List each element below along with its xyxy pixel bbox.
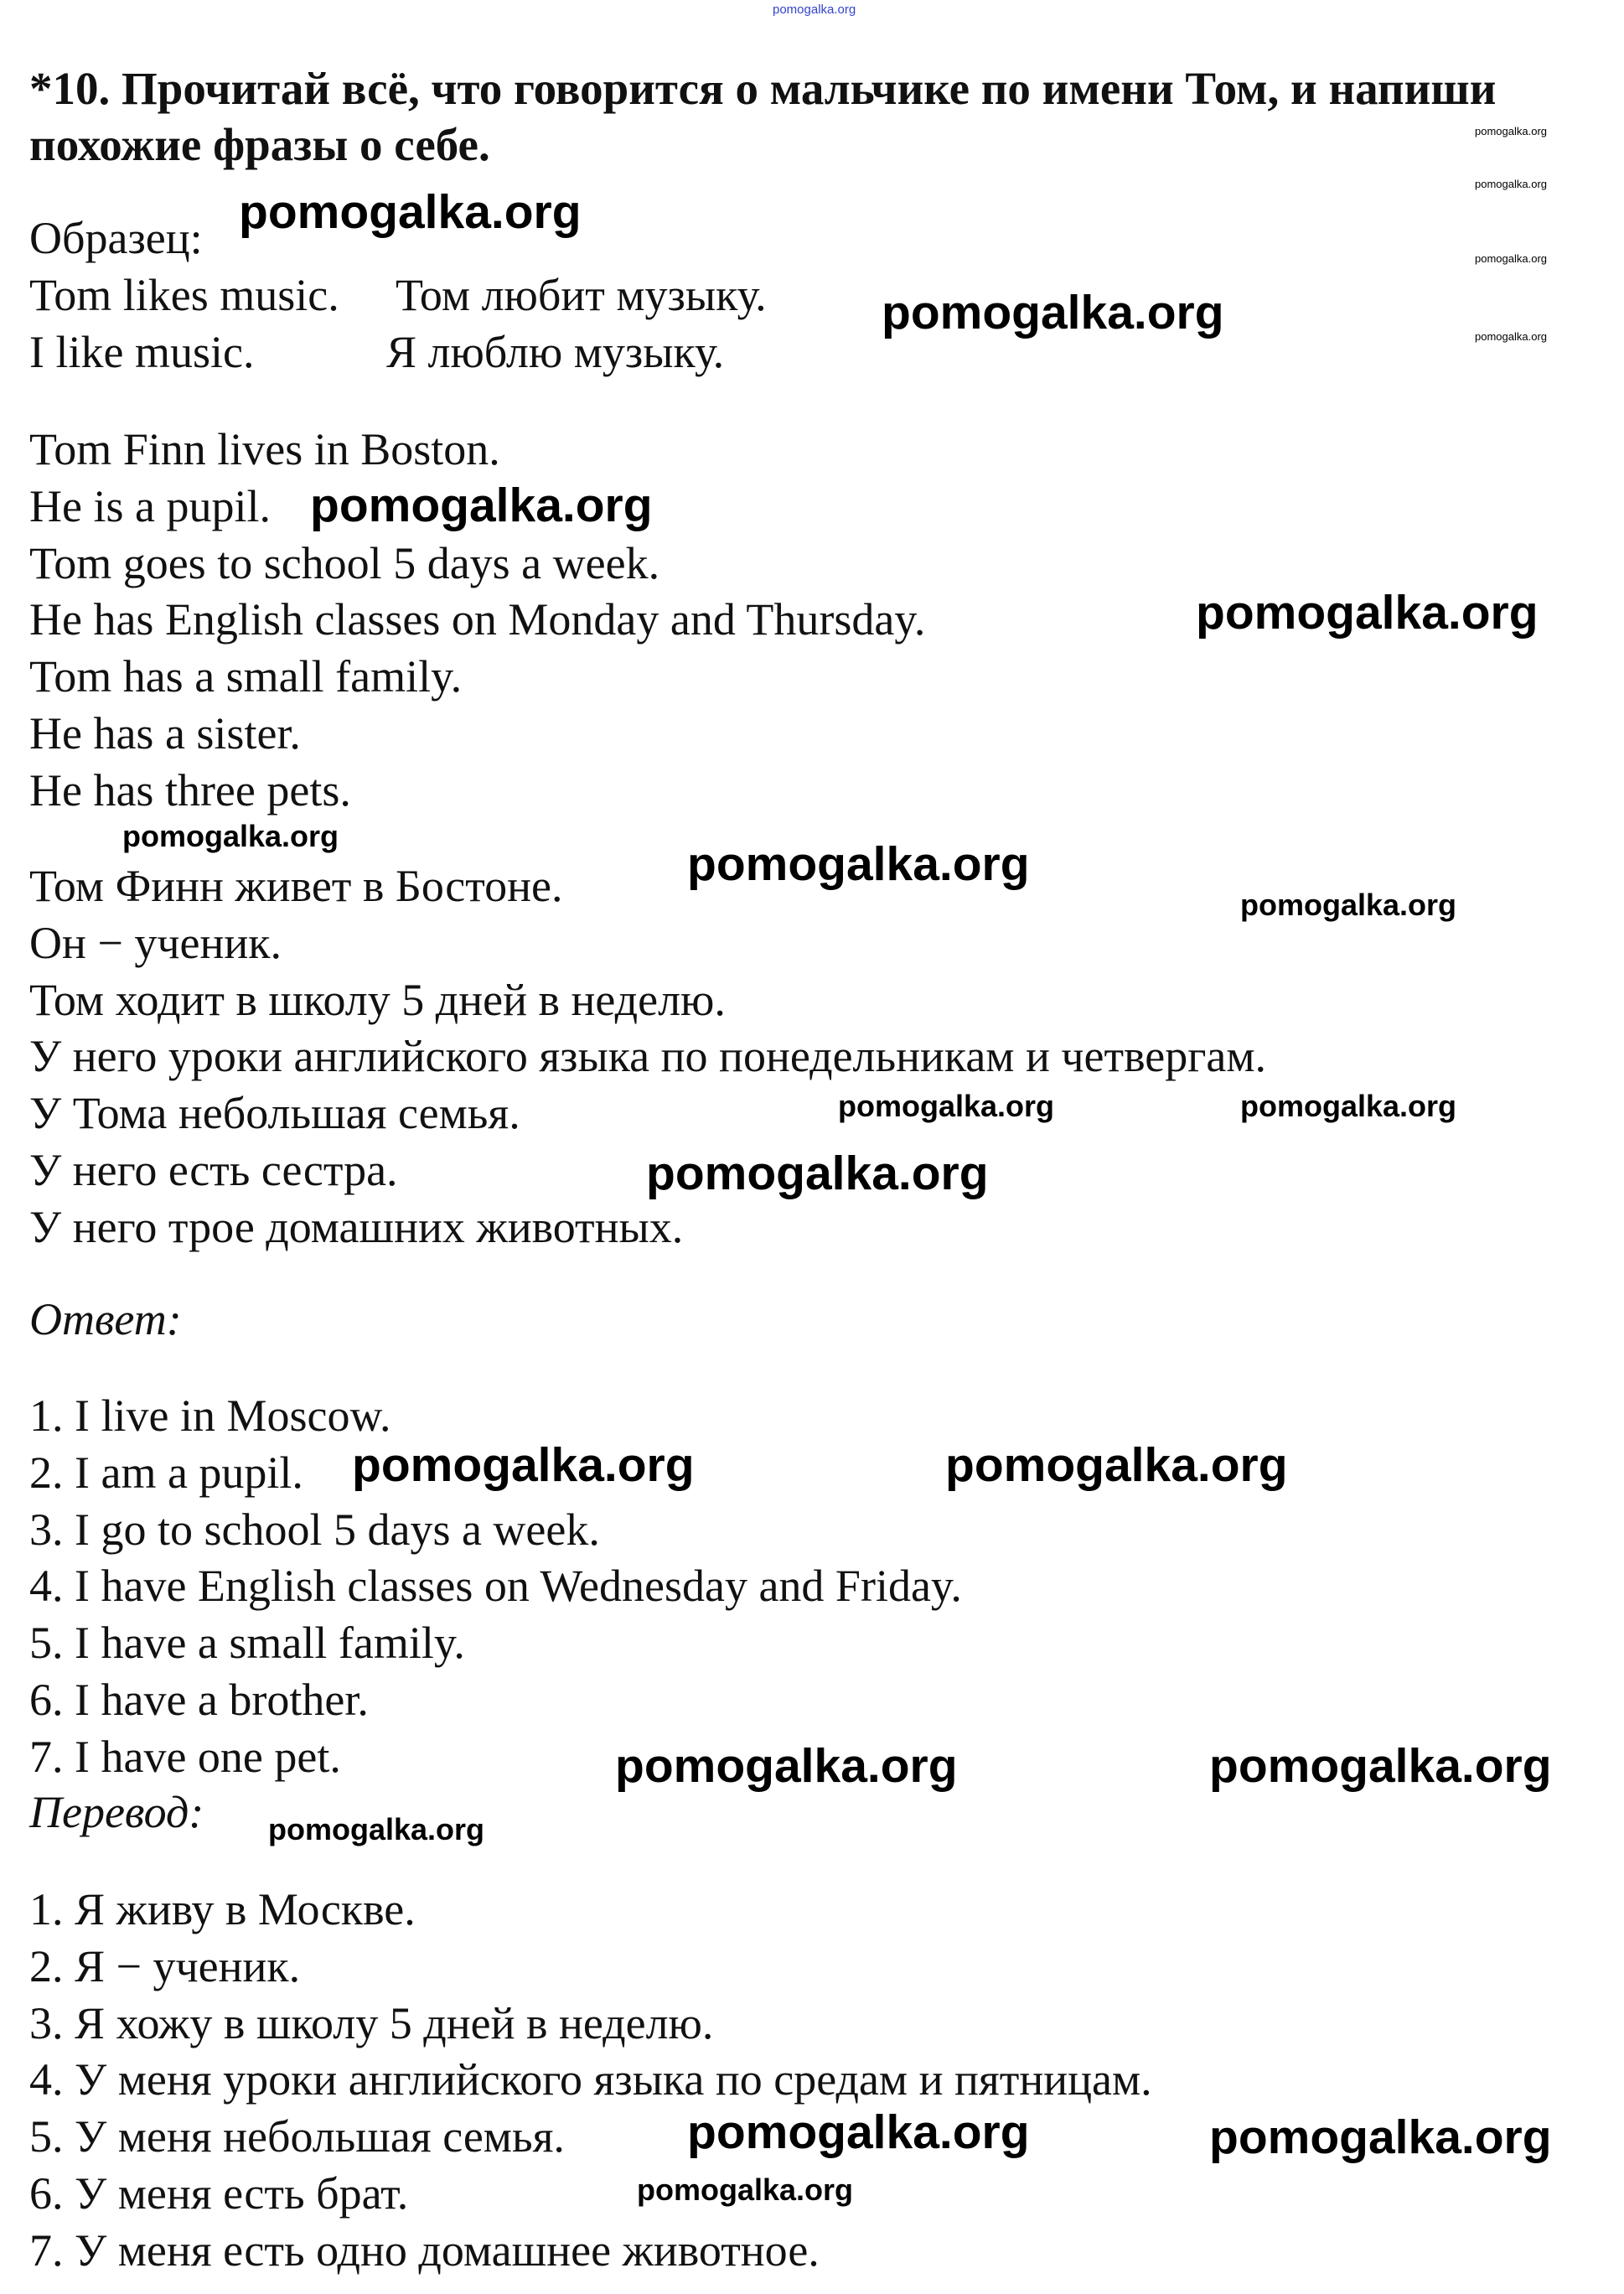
- watermark: pomogalka.org: [1475, 125, 1547, 137]
- exercise-title: *10. Прочитай всё, что говорится о мальчике по имени Том, и напиши похожие фразы о себе.: [29, 63, 1497, 170]
- answer-label: Ответ:: [29, 1294, 182, 1344]
- watermark: pomogalka.org: [352, 1438, 695, 1492]
- watermark: pomogalka.org: [239, 185, 582, 239]
- text-line: He has three pets.: [29, 764, 351, 816]
- text-line: 1. Я живу в Москве.: [29, 1884, 416, 1934]
- watermark: pomogalka.org: [1209, 2110, 1552, 2164]
- watermark: pomogalka.org: [838, 1089, 1055, 1123]
- text-line: У него есть сестра.: [29, 1144, 398, 1195]
- text-line: Он − ученик.: [29, 917, 282, 968]
- text-line: 6. I have a brother.: [29, 1674, 369, 1725]
- watermark: pomogalka.org: [687, 2105, 1030, 2159]
- text-line: 5. I have a small family.: [29, 1618, 465, 1669]
- watermark: pomogalka.org: [945, 1438, 1288, 1492]
- watermark: pomogalka.org: [122, 819, 339, 853]
- watermark: pomogalka.org: [615, 1739, 958, 1793]
- watermark: pomogalka.org: [1240, 888, 1457, 922]
- text-line: У Тома небольшая семья.: [29, 1088, 520, 1139]
- text-line: 1. I live in Moscow.: [29, 1390, 391, 1441]
- watermark: pomogalka.org: [1240, 1089, 1457, 1123]
- text-line: 2. Я − ученик.: [29, 1940, 301, 1991]
- watermark: pomogalka.org: [882, 286, 1224, 339]
- watermark: pomogalka.org: [310, 479, 653, 532]
- text-line: 3. I go to school 5 days a week.: [29, 1504, 600, 1555]
- watermark: pomogalka.org: [1196, 586, 1539, 640]
- text-line: У него трое домашних животных.: [29, 1201, 684, 1252]
- watermark: pomogalka.org: [646, 1147, 989, 1200]
- sample-ru: Я люблю музыку.: [386, 326, 725, 377]
- text-line: 7. I have one pet.: [29, 1731, 341, 1782]
- text-line: 6. У меня есть брат.: [29, 2167, 409, 2219]
- text-line: Том ходит в школу 5 дней в неделю.: [29, 974, 726, 1025]
- text-line: 4. У меня уроки английского языка по средам и пятницам.: [29, 2054, 1152, 2105]
- watermark: pomogalka.org: [1209, 1739, 1552, 1793]
- sample-ru: Том любит музыку.: [396, 269, 767, 320]
- sample-en: I like music.: [29, 326, 255, 377]
- text-line: 5. У меня небольшая семья.: [29, 2111, 565, 2162]
- text-line: Tom Finn lives in Boston.: [29, 424, 500, 474]
- watermark: pomogalka.org: [1475, 252, 1547, 265]
- text-line: He has English classes on Monday and Thursday.: [29, 594, 926, 645]
- text-line: 7. У меня есть одно домашнее животное.: [29, 2224, 820, 2276]
- sample-label: Образец:: [29, 213, 203, 263]
- translation-label: Перевод:: [29, 1787, 204, 1837]
- translations-list: [29, 1882, 1152, 2280]
- text-line: He has a sister.: [29, 707, 301, 759]
- watermark: pomogalka.org: [773, 3, 856, 17]
- watermark: pomogalka.org: [687, 837, 1030, 891]
- text-line: 4. I have English classes on Wednesday and Friday.: [29, 1561, 962, 1612]
- text-line: Tom has a small family.: [29, 651, 463, 702]
- text-line: Том Финн живет в Бостоне.: [29, 861, 563, 911]
- watermark: pomogalka.org: [637, 2172, 854, 2207]
- text-line: Tom goes to school 5 days a week.: [29, 537, 660, 588]
- sample-en: Tom likes music.: [29, 269, 339, 320]
- watermark: pomogalka.org: [1475, 178, 1547, 190]
- text-line: У него уроки английского языка по понедельникам и четвергам.: [29, 1031, 1267, 1082]
- text-line: He is a pupil.: [29, 480, 271, 531]
- watermark: pomogalka.org: [268, 1812, 485, 1846]
- text-line: 3. Я хожу в школу 5 дней в неделю.: [29, 1997, 714, 2048]
- text-line: 2. I am a pupil.: [29, 1447, 303, 1498]
- watermark: pomogalka.org: [1475, 330, 1547, 343]
